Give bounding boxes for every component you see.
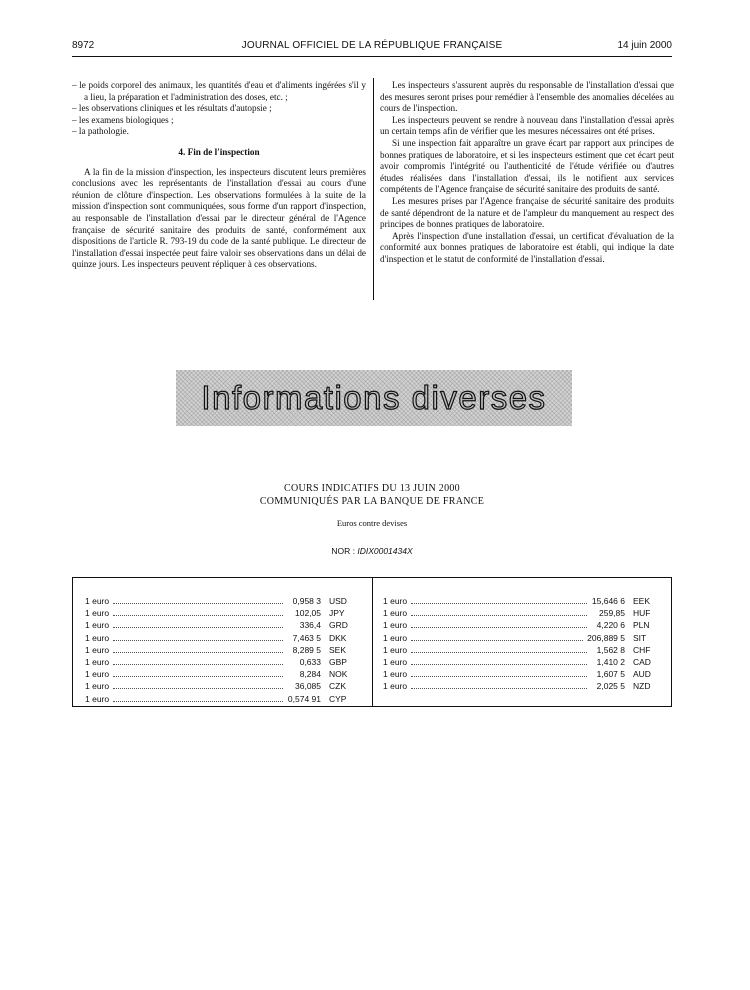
- rate-value: 0,633: [299, 656, 321, 667]
- dot-leader: [411, 664, 587, 665]
- currency-code: NZD: [633, 681, 651, 692]
- rate-unit: 1 euro: [383, 656, 408, 667]
- rate-unit: 1 euro: [85, 669, 110, 680]
- rate-row: [85, 680, 357, 692]
- paragraph: Les inspecteurs peuvent se rendre à nouveau dans l'installation d'essai après un certain temps afin de vérifier que les mesures nécessaires ont été prises.: [380, 114, 674, 137]
- currency-code: DKK: [329, 632, 347, 643]
- rate-value: 8,289 5: [292, 644, 321, 655]
- rate-unit: 1 euro: [383, 632, 408, 643]
- dot-leader: [411, 652, 587, 653]
- rate-unit: 1 euro: [85, 656, 110, 667]
- dot-leader: [113, 627, 283, 628]
- currency-code: SEK: [329, 644, 347, 655]
- dot-leader: [113, 676, 283, 677]
- rate-row: [383, 632, 661, 644]
- rate-value: 2,025 5: [596, 681, 625, 692]
- rate-value: 336,4: [299, 620, 321, 631]
- rate-value: 102,05: [295, 608, 321, 619]
- rates-left-column: [85, 595, 357, 705]
- rate-value: 8,284: [299, 669, 321, 680]
- rate-row: [383, 619, 661, 631]
- nor-code: IDIX0001434X: [357, 546, 413, 556]
- rate-row: [85, 632, 357, 644]
- rate-row: [383, 680, 661, 692]
- running-header: [72, 40, 672, 54]
- rate-value: 1,562 8: [596, 644, 625, 655]
- journal-title: JOURNAL OFFICIEL DE LA RÉPUBLIQUE FRANÇAISE: [241, 40, 503, 51]
- dot-leader: [113, 688, 283, 689]
- page-number: 8972: [72, 40, 95, 51]
- dot-leader: [411, 688, 587, 689]
- paragraph: Si une inspection fait apparaître un grave écart par rapport aux principes de bonnes pratiques de laboratoire, et si les inspecteurs estiment que cet écart peut avoir compromis l'intégrité ou l'authenticité de l'étude vérifiée ou d'autres études réalisées dans l'installation d'essai, ils le notifient aux services compétents de l'Agence française de sécurité sanitaire des produits de santé.: [380, 137, 674, 195]
- list-item: – le poids corporel des animaux, les quantités d'eau et d'aliments ingérées s'il y a lieu, la préparation et l'administration des doses, etc. ;: [72, 80, 366, 102]
- list-item: – les observations cliniques et les résultats d'autopsie ;: [72, 103, 272, 114]
- rate-unit: 1 euro: [85, 608, 110, 619]
- rate-unit: 1 euro: [85, 632, 110, 643]
- rate-unit: 1 euro: [85, 596, 110, 606]
- section-paragraph: A la fin de la mission d'inspection, les inspecteurs discutent leurs premières conclusions avec les représentants de l'installation d'essai au cours d'une réunion de clôture d'inspection. Les observations formulées à la suite de la mission d'inspection sont communiquées, sous forme d'un rapport d'inspection, au responsable de l'installation d'essai par le directeur général de l'Agence française de sécurité sanitaire des produits de santé, conformément aux dispositions de l'article R. 793-19 du code de la santé publique. Le directeur de l'installation d'essai inspectée peut faire valoir ses observations dans un délai de quinze jours. Les inspecteurs peuvent répliquer à ces observations.: [72, 166, 366, 270]
- paragraph: Les inspecteurs s'assurent auprès du responsable de l'installation d'essai que des mesures seront prises pour remédier à l'ensemble des anomalies décelées au cours de l'inspection.: [380, 80, 674, 114]
- dot-leader: [113, 640, 283, 641]
- dot-leader: [113, 664, 283, 665]
- currency-code: HUF: [633, 608, 651, 619]
- paragraph: Les mesures prises par l'Agence française de sécurité sanitaire des produits de santé dépendront de la nature et de l'ampleur du manquement au respect des principes de bonnes pratiques de laboratoire.: [380, 195, 674, 230]
- rate-unit: 1 euro: [85, 681, 110, 692]
- currency-code: EEK: [633, 596, 651, 606]
- dot-leader: [411, 640, 583, 641]
- heading-line-1: COURS INDICATIFS DU 13 JUIN 2000: [283, 483, 460, 494]
- rate-value: 36,085: [295, 681, 321, 692]
- rate-row: [85, 644, 357, 656]
- dot-leader: [411, 627, 587, 628]
- rate-value: 1,410 2: [596, 656, 625, 667]
- rates-right-column: [383, 595, 661, 693]
- rate-value: 1,607 5: [596, 669, 625, 680]
- dot-leader: [113, 615, 283, 616]
- issue-date: 14 juin 2000: [617, 40, 672, 51]
- rate-value: 15,646 6: [591, 596, 625, 606]
- currency-code: CZK: [329, 681, 346, 692]
- rate-value: 259,85: [599, 608, 625, 619]
- rate-unit: 1 euro: [85, 620, 110, 631]
- dot-leader: [411, 676, 587, 677]
- table-divider: [372, 578, 373, 706]
- rate-row: [383, 607, 661, 619]
- currency-code: NOK: [329, 669, 348, 680]
- rate-row: [85, 607, 357, 619]
- rate-row: [85, 595, 357, 607]
- currency-code: CYP: [329, 693, 347, 704]
- rate-unit: 1 euro: [85, 644, 110, 655]
- nor-reference: [72, 546, 672, 556]
- column-divider: [373, 78, 374, 300]
- rate-row: [383, 668, 661, 680]
- dot-leader: [411, 615, 587, 616]
- rate-value: 0,958 3: [292, 596, 321, 606]
- rate-value: 7,463 5: [292, 632, 321, 643]
- rate-row: [383, 644, 661, 656]
- list-item: – la pathologie.: [72, 126, 129, 137]
- nor-label: NOR :: [331, 546, 355, 556]
- rate-unit: 1 euro: [383, 681, 408, 692]
- rate-unit: 1 euro: [383, 644, 408, 655]
- rate-row: [383, 595, 661, 607]
- currency-code: GBP: [329, 656, 347, 667]
- rate-unit: 1 euro: [383, 608, 408, 619]
- header-rule: [72, 56, 672, 57]
- rate-row: [85, 656, 357, 668]
- dot-leader: [113, 603, 283, 604]
- right-column: [380, 80, 674, 266]
- rate-value: 0,574 91: [287, 693, 321, 704]
- rate-row: [383, 656, 661, 668]
- dot-leader: [113, 701, 283, 702]
- currency-code: USD: [329, 596, 347, 606]
- exchange-rates-heading: [72, 482, 672, 508]
- dot-leader: [411, 603, 587, 604]
- paragraph: Après l'inspection d'une installation d'essai, un certificat d'évaluation de la conformité aux bonnes pratiques de laboratoire est établi, qui indique la date d'inspection et le statut de conformité de l'installation d'essai.: [380, 230, 674, 264]
- section-banner-title: Informations diverses: [201, 379, 547, 416]
- currency-code: CAD: [633, 656, 651, 667]
- section-title: 4. Fin de l'inspection: [178, 146, 260, 157]
- currency-code: PLN: [633, 620, 650, 631]
- rate-unit: 1 euro: [383, 596, 408, 606]
- dot-leader: [113, 652, 283, 653]
- currency-code: GRD: [329, 620, 348, 631]
- heading-line-2: COMMUNIQUÉS PAR LA BANQUE DE FRANCE: [259, 496, 485, 507]
- currency-code: CHF: [633, 644, 651, 655]
- rate-row: [85, 668, 357, 680]
- list-item: – les examens biologiques ;: [72, 114, 174, 125]
- currency-code: AUD: [633, 669, 651, 680]
- rate-value: 4,220 6: [596, 620, 625, 631]
- rates-subtitle: Euros contre devises: [336, 518, 408, 528]
- rate-value: 206,889 5: [587, 632, 625, 643]
- rate-row: [85, 693, 357, 705]
- currency-code: SIT: [633, 632, 647, 643]
- rate-unit: 1 euro: [383, 620, 408, 631]
- currency-code: JPY: [329, 608, 345, 619]
- exchange-rates-table: [72, 577, 672, 707]
- left-column: [72, 80, 366, 271]
- rate-unit: 1 euro: [383, 669, 408, 680]
- rate-unit: 1 euro: [85, 693, 110, 704]
- rate-row: [85, 619, 357, 631]
